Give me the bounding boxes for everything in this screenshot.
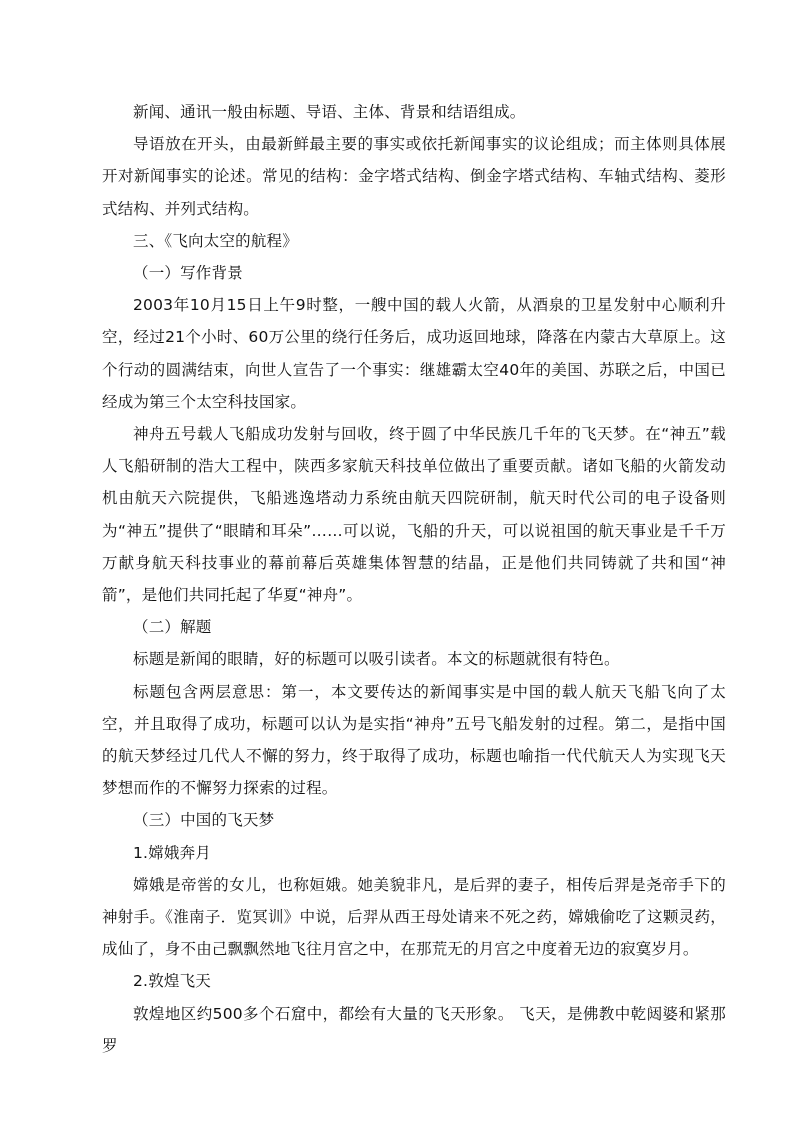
item-heading-dunhuang: 2.敦煌飞天 <box>133 972 211 991</box>
paragraph-title-meaning: 标题包含两层意思：第一，本文要传达的新闻事实是中国的载人航天飞船飞向了太空，并且取得了成功，标题可以认为是实指“神舟”五号飞船发射的过程。第二，是指中国的航天梦经过几代人不懈的努力，终于取得了成功，标题也喻指一代代航天人为实现飞天梦想而作的不懈努力探索的过程。 <box>102 682 726 798</box>
paragraph-change-story: 嫦娥是帝喾的女儿，也称姮娥。她美貌非凡，是后羿的妻子，相传后羿是尧帝手下的神射手。《淮南子．览冥训》中说，后羿从西王母处请来不死之药，嫦娥偷吃了这颗灵药，成仙了，身不由己飘飘然地飞往月宫之中，在那荒无的月宫之中度着无边的寂寞岁月。 <box>102 875 726 959</box>
paragraph-lead-body: 导语放在开头，由最新鲜最主要的事实或依托新闻事实的议论组成；而主体则具体展开对新闻事实的论述。常见的结构：金字塔式结构、倒金字塔式结构、车轴式结构、菱形式结构、并列式结构。 <box>102 135 726 218</box>
paragraph-launch-2003: 2003年10月15日上午9时整，一艘中国的载人火箭，从酒泉的卫星发射中心顺利升空，经过21个小时、60万公里的绕行任务后，成功返回地球，降落在内蒙古大草原上。这个行动的圆满结束，向世人宣告了一个事实：继雄霸太空40年的美国、苏联之后，中国已经成为第三个太空科技国家。 <box>102 296 726 411</box>
subheading-flying-dream: （三）中国的飞天梦 <box>133 811 275 830</box>
section-heading-3: 三、《飞向太空的航程》 <box>133 231 298 250</box>
paragraph-title-eye: 标题是新闻的眼睛，好的标题可以吸引读者。本文的标题就很有特色。 <box>133 650 620 669</box>
item-heading-change: 1.嫦娥奔月 <box>133 843 211 862</box>
subheading-title-analysis: （二）解题 <box>133 618 212 637</box>
paragraph-dunhuang: 敦煌地区约500多个石窟中，都绘有大量的飞天形象。 飞天，是佛教中乾闼婆和紧那罗 <box>102 1004 726 1055</box>
paragraph-shenzhou5: 神舟五号载人飞船成功发射与回收，终于圆了中华民族几千年的飞天梦。在“神五”载人飞船研制的浩大工程中，陕西多家航天科技单位做出了重要贡献。诸如飞船的火箭发动机由航天六院提供，飞船逃逸塔动力系统由航天四院研制，航天时代公司的电子设备则为“神五”提供了“眼睛和耳朵”……可以说，飞船的升天，可以说祖国的航天事业是千千万万献身航天科技事业的幕前幕后英雄集体智慧的结晶，正是他们共同铸就了共和国“神箭”，是他们共同托起了华夏“神舟”。 <box>102 425 726 605</box>
subheading-background: （一）写作背景 <box>133 264 243 283</box>
paragraph-news-structure: 新闻、通讯一般由标题、导语、主体、背景和结语组成。 <box>133 103 526 121</box>
